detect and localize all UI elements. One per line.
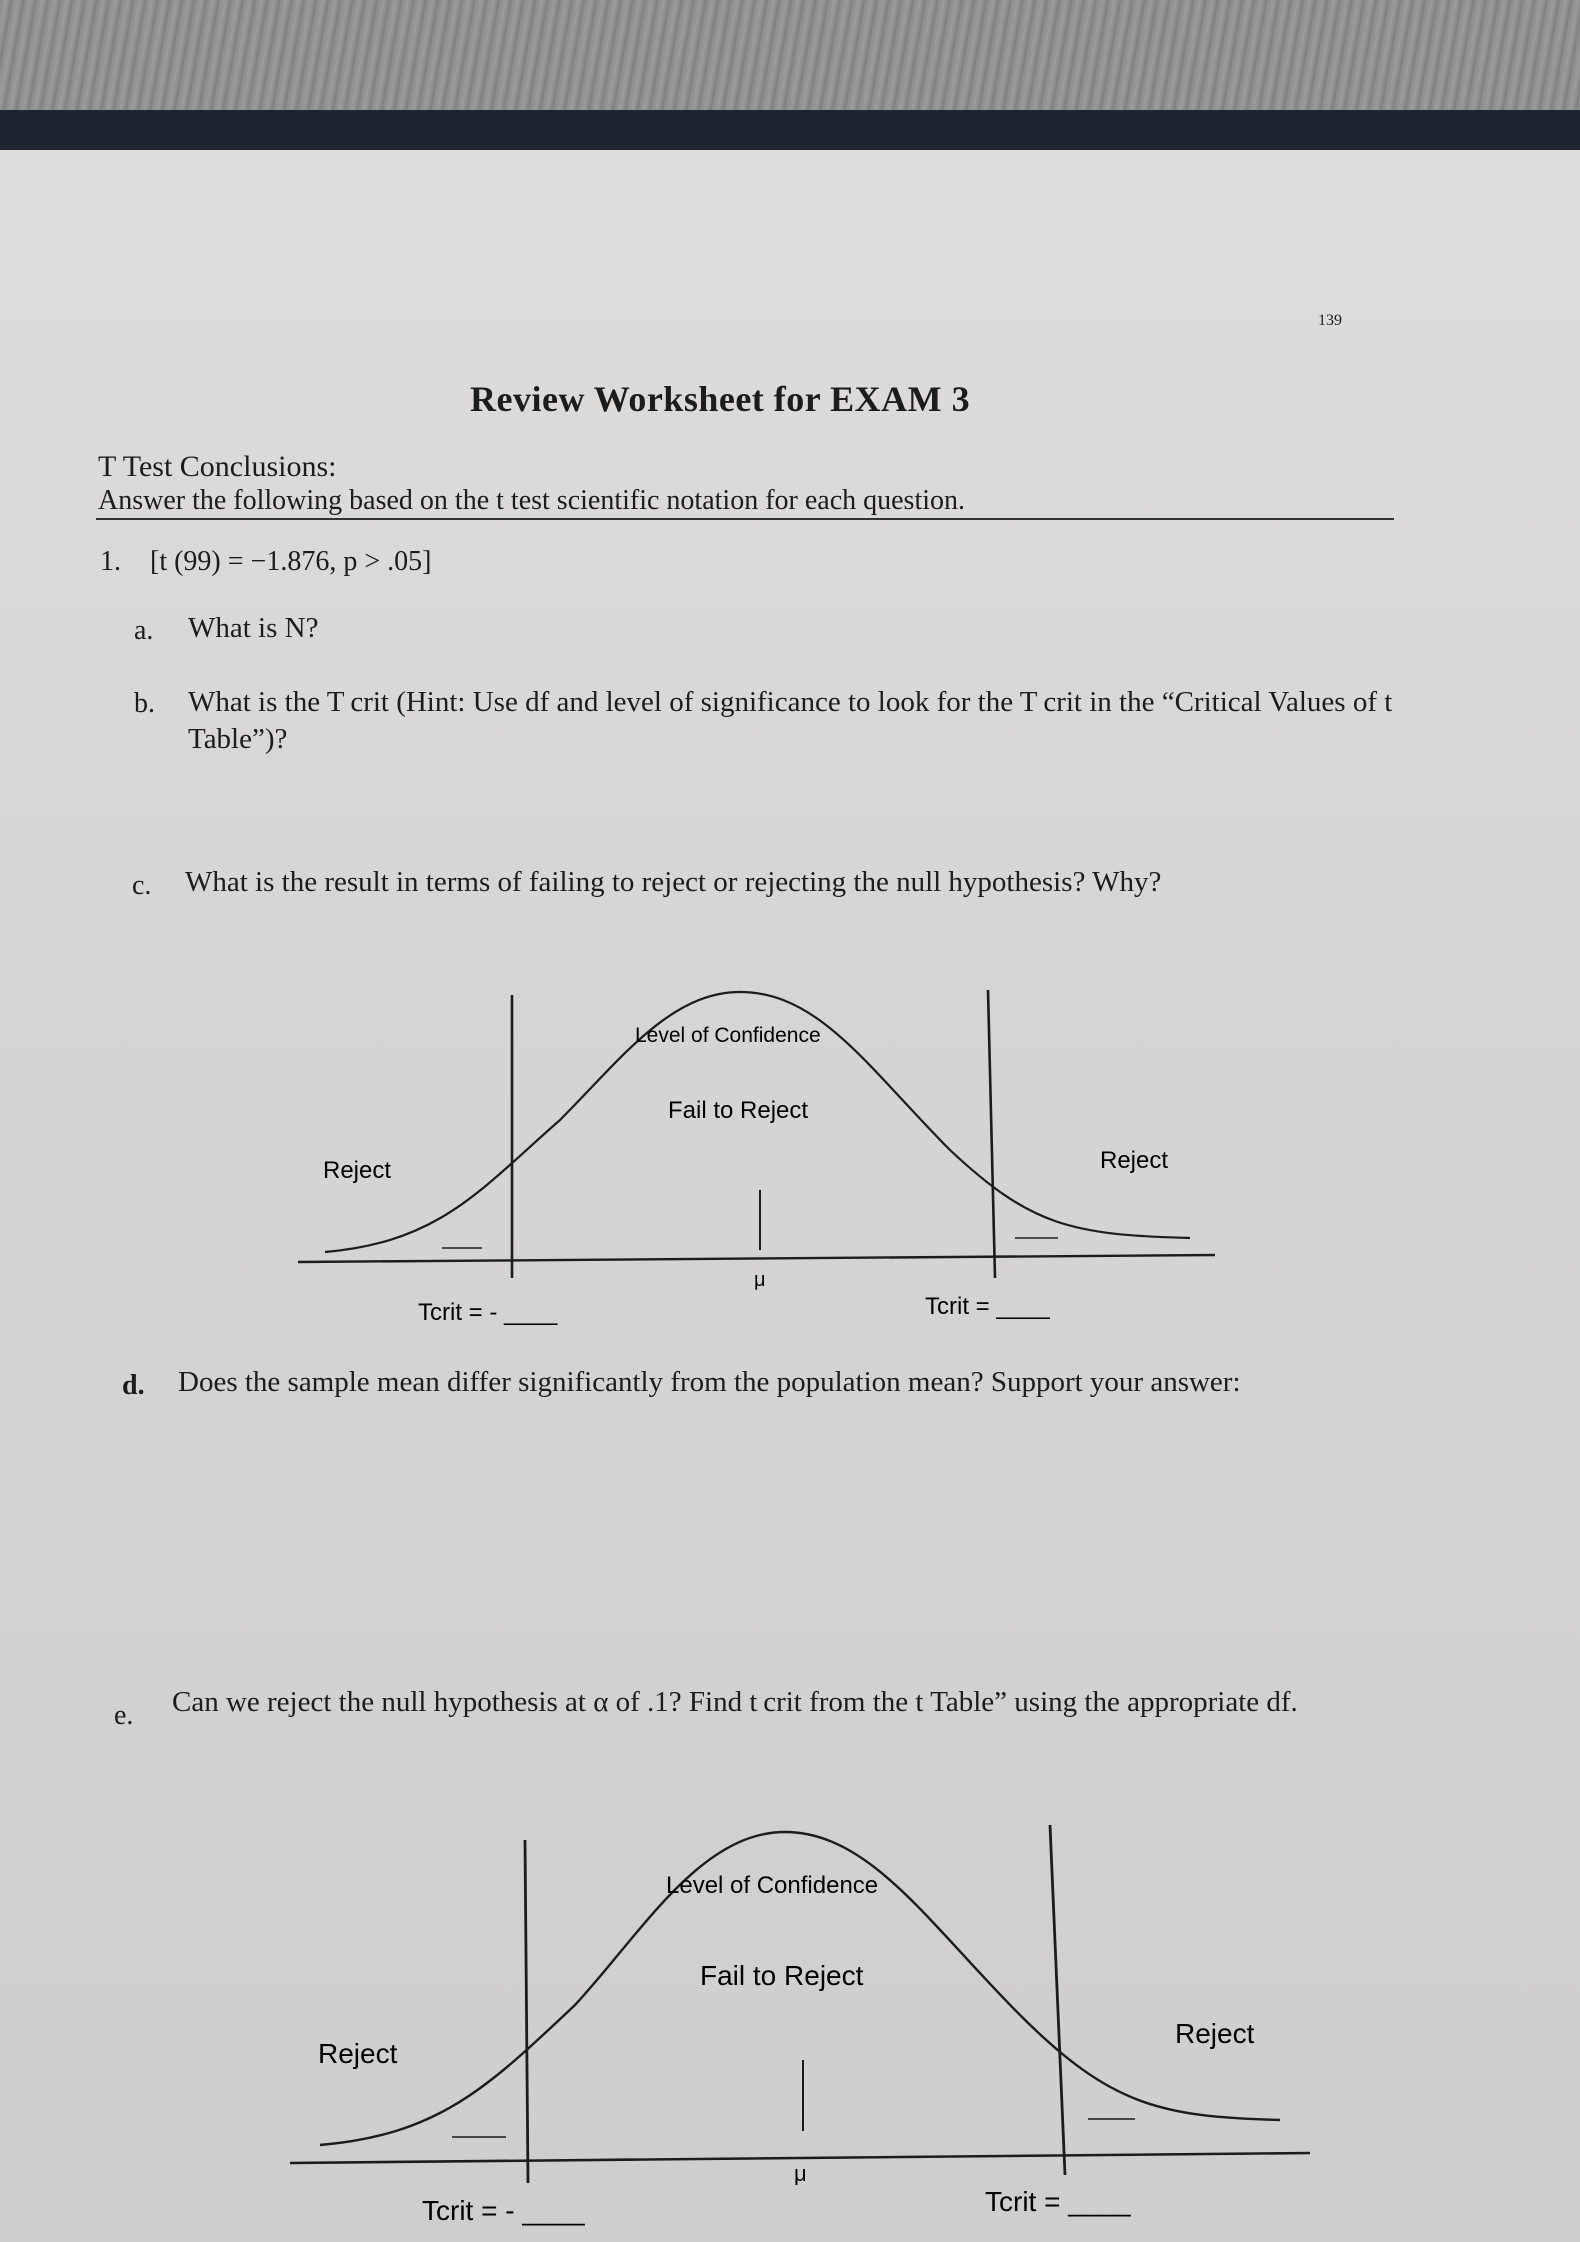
page-title: Review Worksheet for EXAM 3 <box>470 379 971 419</box>
mu-label-2: μ <box>794 2161 807 2186</box>
right-critical-line <box>988 990 995 1278</box>
left-critical-line-2 <box>525 1840 528 2183</box>
mu-label: μ <box>754 1269 766 1291</box>
part-b-letter: b. <box>134 688 155 719</box>
divider-line <box>96 518 1394 520</box>
part-b-text: What is the T crit (Hint: Use df and level of significance to look for the T crit in the “Critical Values of t Table”)? <box>188 686 1393 755</box>
level-of-confidence-label: Level of Confidence <box>635 1024 821 1047</box>
left-reject-label: Reject <box>323 1157 392 1184</box>
right-reject-label-2: Reject <box>1175 2018 1255 2049</box>
instructions: Answer the following based on the t test scientific notation for each question. <box>98 485 966 516</box>
left-reject-label-2: Reject <box>318 2038 398 2069</box>
right-reject-label: Reject <box>1100 1147 1169 1174</box>
fail-to-reject-label-2: Fail to Reject <box>700 1960 864 1991</box>
part-c-letter: c. <box>132 870 152 901</box>
part-a-letter: a. <box>134 615 154 646</box>
part-c-text: What is the result in terms of failing to reject or rejecting the null hypothesis? Why? <box>185 866 1162 898</box>
baseline <box>298 1255 1215 1262</box>
fail-to-reject-label: Fail to Reject <box>668 1097 809 1124</box>
level-of-confidence-label-2: Level of Confidence <box>666 1872 879 1899</box>
rejection-diagram-1-svg <box>290 980 1230 1340</box>
part-d-text: Does the sample mean differ significantly from the population mean? Support your answer: <box>178 1366 1241 1398</box>
question-number: 1. <box>100 546 121 577</box>
part-a-text: What is N? <box>188 612 319 644</box>
tcrit-left-label-2: Tcrit = - ____ <box>422 2195 585 2226</box>
part-e-letter: e. <box>114 1700 134 1731</box>
rejection-diagram-2 <box>280 1815 1330 2235</box>
rejection-diagram-1 <box>290 980 1230 1340</box>
question-statistic: [t (99) = −1.876, p > .05] <box>150 546 432 577</box>
section-title: T Test Conclusions: <box>98 450 337 483</box>
page-number: 139 <box>1318 312 1342 329</box>
tcrit-left-label: Tcrit = - ____ <box>418 1299 558 1326</box>
rejection-diagram-2-svg <box>280 1815 1330 2235</box>
tcrit-right-label: Tcrit = ____ <box>925 1293 1050 1320</box>
right-critical-line-2 <box>1050 1825 1065 2175</box>
part-e-text: Can we reject the null hypothesis at α of .1? Find t crit from the t Table” using the appropriate df. <box>172 1686 1298 1718</box>
part-d-letter: d. <box>122 1370 145 1401</box>
tcrit-right-label-2: Tcrit = ____ <box>985 2186 1131 2217</box>
